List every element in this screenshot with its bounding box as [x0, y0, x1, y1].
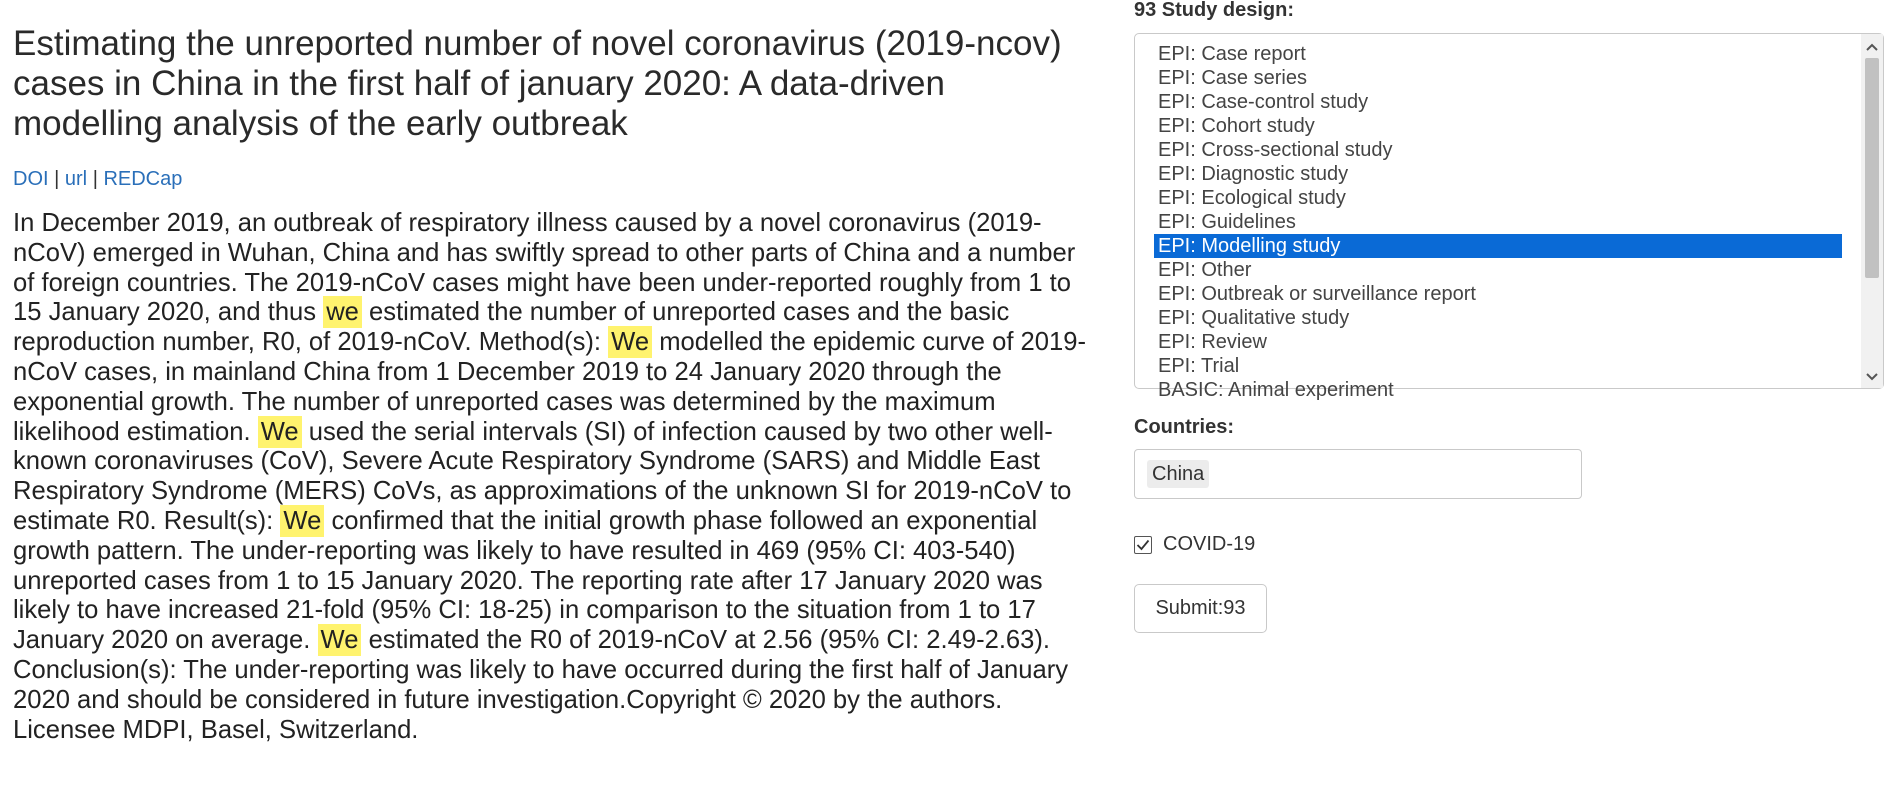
url-link[interactable]: url — [64, 168, 88, 190]
paper-abstract — [13, 209, 1088, 745]
covid-checkbox[interactable] — [1134, 536, 1152, 554]
highlighted-keyword: we — [323, 296, 362, 328]
abstract-text: estimated the R0 of 2019-nCoV at 2.56 (95% CI: 2.49-2.63). Conclusion(s): The under-reporting was likely to have occurred during the first half of January 2020 and should be considered in future investigation.Copyright © 2020 by the authors. Licensee MDPI, Basel, Switzerland. — [13, 626, 1069, 744]
study-design-option[interactable]: EPI: Case series — [1158, 67, 1307, 89]
abstract-text: modelled the epidemic curve of 2019-nCoV cases, in mainland China from 1 December 2019 to 24 January 2020 through the exponential growth. The number of unreported cases was determined by the maximum likelihood estimation. — [13, 328, 1087, 446]
study-design-option[interactable]: EPI: Qualitative study — [1158, 307, 1350, 329]
study-design-option[interactable]: EPI: Other — [1158, 259, 1252, 281]
highlighted-keyword: We — [318, 624, 362, 656]
paper-title: Estimating the unreported number of novel coronavirus (2019-ncov) cases in China in the first half of january 2020: A data-driven modelling analysis of the early outbreak — [13, 24, 1062, 143]
study-design-label: 93 Study design: — [1134, 0, 1295, 21]
link-separator: | — [54, 168, 60, 190]
countries-label: Countries: — [1134, 416, 1234, 438]
redcap-link[interactable]: REDCap — [103, 168, 183, 190]
study-design-option[interactable]: EPI: Ecological study — [1158, 187, 1346, 209]
study-design-option[interactable]: EPI: Case report — [1158, 43, 1306, 65]
study-design-option[interactable]: EPI: Cross-sectional study — [1158, 139, 1393, 161]
abstract-text: estimated the number of unreported cases and the basic reproduction number, R0, of 2019-nCoV. Method(s): — [13, 298, 1010, 357]
study-design-option[interactable]: EPI: Guidelines — [1158, 211, 1296, 233]
highlighted-keyword: We — [280, 505, 324, 537]
link-separator: | — [92, 168, 98, 190]
abstract-text: used the serial intervals (SI) of infection caused by two other well-known coronaviruses (CoV), Severe Acute Respiratory Syndrome (SARS) and Middle East Respiratory Syndrome (MERS) CoVs, as approximations of the unknown SI for 2019-nCoV to estimate R0. Result(s): — [13, 417, 1072, 535]
countries-input[interactable] — [1134, 449, 1582, 499]
study-design-option[interactable]: EPI: Outbreak or surveillance report — [1158, 283, 1476, 305]
chevron-up-icon[interactable] — [1861, 36, 1883, 56]
highlighted-keyword: We — [608, 326, 652, 358]
study-design-option-selected[interactable]: EPI: Modelling study — [1154, 234, 1842, 258]
doi-link[interactable]: DOI — [13, 168, 49, 190]
paper-panel — [13, 24, 1088, 745]
study-design-option[interactable]: EPI: Diagnostic study — [1158, 163, 1349, 185]
scrollbar-thumb[interactable] — [1865, 58, 1879, 278]
chevron-down-icon[interactable] — [1861, 366, 1883, 386]
submit-button[interactable]: Submit:93 — [1134, 584, 1267, 633]
study-design-option[interactable]: EPI: Cohort study — [1158, 115, 1315, 137]
study-design-option[interactable]: EPI: Case-control study — [1158, 91, 1369, 113]
listbox-scrollbar[interactable] — [1861, 34, 1883, 388]
study-design-options — [1154, 42, 1842, 401]
study-design-option[interactable]: EPI: Review — [1158, 331, 1267, 353]
highlighted-keyword: We — [258, 416, 302, 448]
study-design-option[interactable]: EPI: Trial — [1158, 355, 1240, 377]
abstract-text: confirmed that the initial growth phase followed an exponential growth pattern. The under-reporting was likely to have resulted in 469 (95% CI: 403-540) unreported cases from 1 to 15 January 2020. The reporting rate after 17 January 2020 was likely to have increased 21-fold (95% CI: 18-25) in comparison to the situation from 1 to 17 January 2020 on average. — [13, 506, 1043, 655]
paper-links — [13, 167, 1088, 191]
covid-checkbox-label: COVID-19 — [1163, 533, 1256, 555]
study-design-listbox[interactable] — [1134, 33, 1884, 401]
abstract-text: In December 2019, an outbreak of respiratory illness caused by a novel coronavirus (2019-nCoV) emerged in Wuhan, China and has swiftly spread to other parts of China and a number of foreign countries. The 2019-nCoV cases might have been under-reported roughly from 1 to 15 January 2020, and thus — [13, 209, 1076, 327]
country-tag[interactable]: China — [1147, 460, 1209, 488]
study-design-option[interactable]: BASIC: Animal experiment — [1158, 379, 1394, 401]
covid-checkbox-row[interactable] — [1134, 533, 1255, 556]
checkmark-icon — [1136, 539, 1150, 551]
